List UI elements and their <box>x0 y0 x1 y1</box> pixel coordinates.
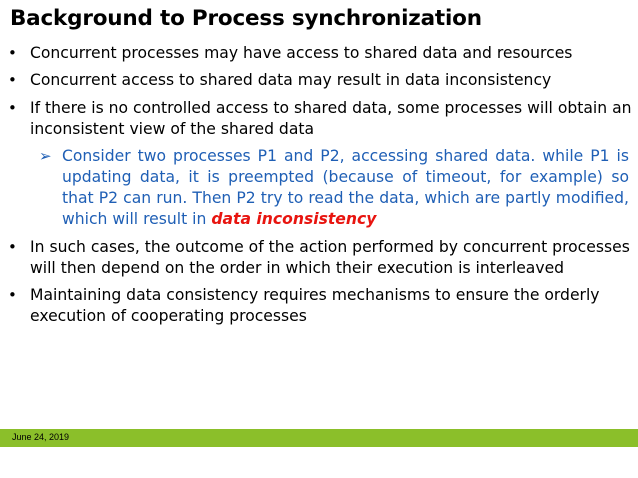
slide-title: Background to Process synchronization <box>10 6 482 31</box>
emphasis-text: data inconsistency <box>211 210 377 229</box>
footer-bar <box>0 429 638 447</box>
arrow-bullet-icon: ➢ <box>39 147 52 166</box>
bullet-item <box>8 43 633 64</box>
bullet-text: If there is no controlled access to shared data, some processes will obtain an inconsistent view of the shared data <box>30 98 632 138</box>
bullet-dot-icon: • <box>8 71 17 90</box>
bullet-item <box>8 237 633 279</box>
bullet-text: Concurrent access to shared data may result in data inconsistency <box>30 71 552 90</box>
bullet-text: Maintaining data consistency requires mechanisms to ensure the orderly execution of cooperating processes <box>30 285 600 325</box>
bullet-text: Concurrent processes may have access to shared data and resources <box>30 44 573 62</box>
bullet-dot-icon: • <box>8 285 17 304</box>
sub-bullet-item <box>8 146 633 230</box>
bullet-item <box>8 285 633 327</box>
bullet-item <box>8 70 633 91</box>
sub-bullet-text: Consider two processes P1 and P2, accessing shared data. while P1 is updating data, it is preempted (because of timeout, for example) so that P2 can run. Then P2 try to read the data, which are partly modified, which will result in <box>62 147 629 229</box>
footer-date: June 24, 2019 <box>12 432 70 442</box>
bullet-list <box>8 43 633 333</box>
bullet-dot-icon: • <box>8 44 17 62</box>
bullet-dot-icon: • <box>8 98 17 117</box>
bullet-item <box>8 98 633 140</box>
bullet-text: In such cases, the outcome of the action performed by concurrent processes will then depend on the order in which their execution is interleaved <box>30 237 630 277</box>
bullet-dot-icon: • <box>8 237 17 256</box>
